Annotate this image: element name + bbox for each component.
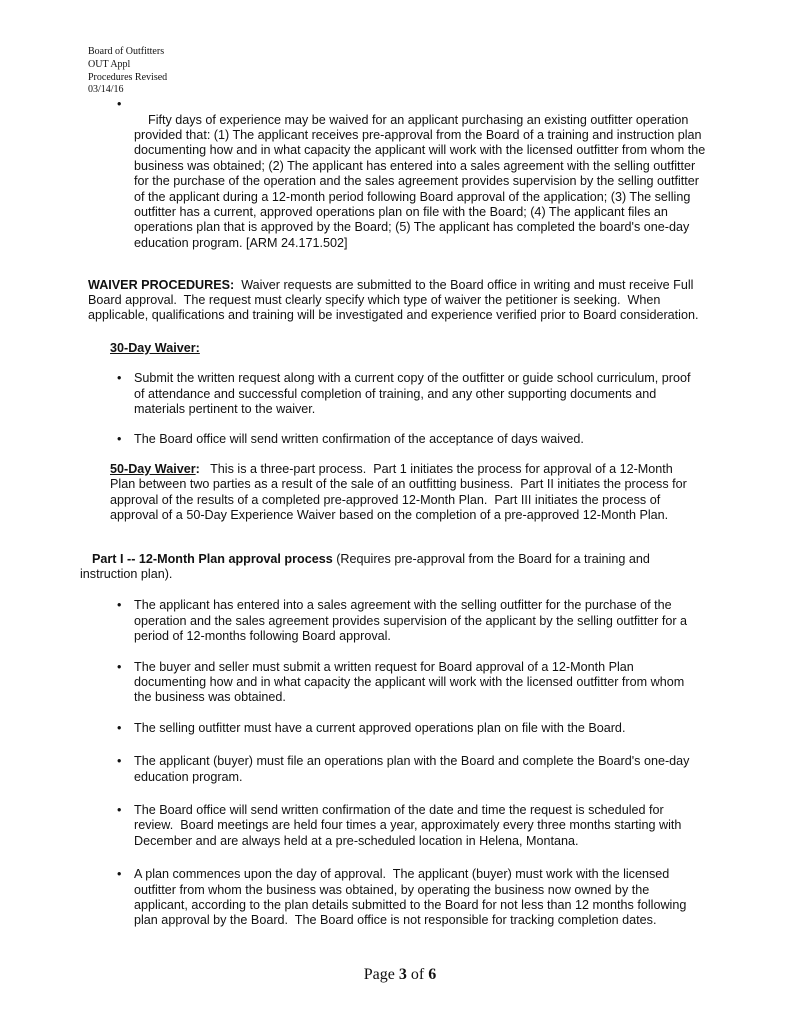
waiver-procedures-paragraph (88, 278, 800, 324)
document-header: Board of Outfitters OUT Appl Procedures Revised 03/14/16 (88, 46, 168, 96)
bullet-text: Fifty days of experience may be waived for an applicant purchasing an existing outfitter operation provided that: (1) The applicant receives pre-approval from the Board of a training and instruction plan documenting how and in what capacity the applicant will work with the licensed outfitter from whom the business was obtained; (2) The applicant has entered into a sales agreement with the selling outfitter for the purchase of the operation and the sales agreement provides supervision by the selling outfitter of the applicant during a 12-month period following Board approval of the application; (3) The selling outfitter has a current, approved operations plan on file with the Board; (4) The applicant files an operations plan that is approved by the Board; (5) The applicant has completed the board's one-day education program. [ARM 24.171.502] (134, 112, 706, 250)
bullet-text: The applicant (buyer) must file an operations plan with the Board and complete the Board's one-day education program. (134, 754, 690, 784)
bullet-icon: • (117, 371, 122, 386)
subheading: 30-Day Waiver: (110, 340, 200, 355)
part1-paragraph (80, 552, 800, 583)
bullet-text: The applicant has entered into a sales agreement with the selling outfitter for the purchase of the operation and the sales agreement provides supervision of the applicant by the selling outfitter for a period of 12-months following Board approval. (134, 598, 688, 644)
section-heading: WAIVER PROCEDURES: (88, 277, 235, 292)
bullet-icon: • (117, 659, 122, 674)
bullet-text: The Board office will send written confirmation of the date and time the request is scheduled for review. Board meetings are held four times a year, approximately every three months starting with December and are always held at a pre-scheduled location in Helena, Montana. (134, 803, 682, 848)
document-body (0, 46, 800, 929)
total-pages: 6 (428, 966, 437, 983)
page-number (0, 966, 800, 984)
bullet-icon: • (117, 754, 122, 769)
list-item (117, 867, 800, 929)
bullet-icon: • (117, 720, 122, 735)
bullet-text: The buyer and seller must submit a written request for Board approval of a 12-Month Plan documenting how and in what capacity the applicant will work with the licensed outfitter from whom the business was obtained. (134, 659, 685, 705)
list-item (117, 431, 800, 447)
bullet-icon: • (117, 97, 122, 112)
paragraph-text: This is a three-part process. Part 1 initiates the process for approval of a 12-Month Plan between two parties as a result of the sale of an outfitting business. Part II initiates the process for approval of the results of a completed pre-approved 12-Month Plan. Part III initiates the process of approval of a 50-Day Experience Waiver based on the completion of a pre-approved 12-Month Plan. (110, 461, 687, 523)
of-label: of (406, 966, 429, 983)
subheading: 50-Day Waiver (110, 461, 196, 476)
list-item (117, 720, 800, 736)
list-item (117, 754, 800, 785)
paragraph-text: Waiver requests are submitted to the Board office in writing and must receive Full Board approval. The request must clearly specify which type of waiver the petitioner is seeking. When applicable, qualifications and training will be investigated and experience verified prior to Board consideration. (88, 277, 699, 323)
current-page: 3 (398, 966, 407, 983)
colon: : (195, 461, 200, 476)
fifty-day-paragraph (110, 462, 800, 524)
bullet-icon: • (117, 867, 122, 882)
bullet-text: The Board office will send written confirmation of the acceptance of days waived. (134, 431, 584, 446)
bullet-icon: • (117, 598, 122, 613)
list-item (117, 371, 800, 417)
bullet-text: Submit the written request along with a current copy of the outfitter or guide school curriculum, proof of attendance and successful completion of training, and any other supporting documents and materials pertinent to the waiver. (134, 371, 691, 417)
bullet-text: The selling outfitter must have a current approved operations plan on file with the Board. (134, 720, 626, 735)
paragraph-text: (Requires pre-approval from the Board for a training and instruction plan). (80, 551, 650, 581)
list-item (117, 97, 800, 266)
section-heading: Part I -- 12-Month Plan approval process (92, 551, 333, 566)
list-item (117, 598, 800, 644)
thirty-day-heading (110, 341, 800, 356)
list-item (117, 803, 800, 849)
bullet-icon: • (117, 431, 122, 446)
page-label: Page (363, 966, 399, 983)
bullet-text: A plan commences upon the day of approval. The applicant (buyer) must work with the licensed outfitter from whom the business was obtained, by operating the business now owned by the applicant, according to the plan details submitted to the Board for not less than 12 months following plan approval by the Board. The Board office is not responsible for tracking completion dates. (134, 867, 687, 928)
list-item (117, 659, 800, 706)
bullet-icon: • (117, 803, 122, 817)
